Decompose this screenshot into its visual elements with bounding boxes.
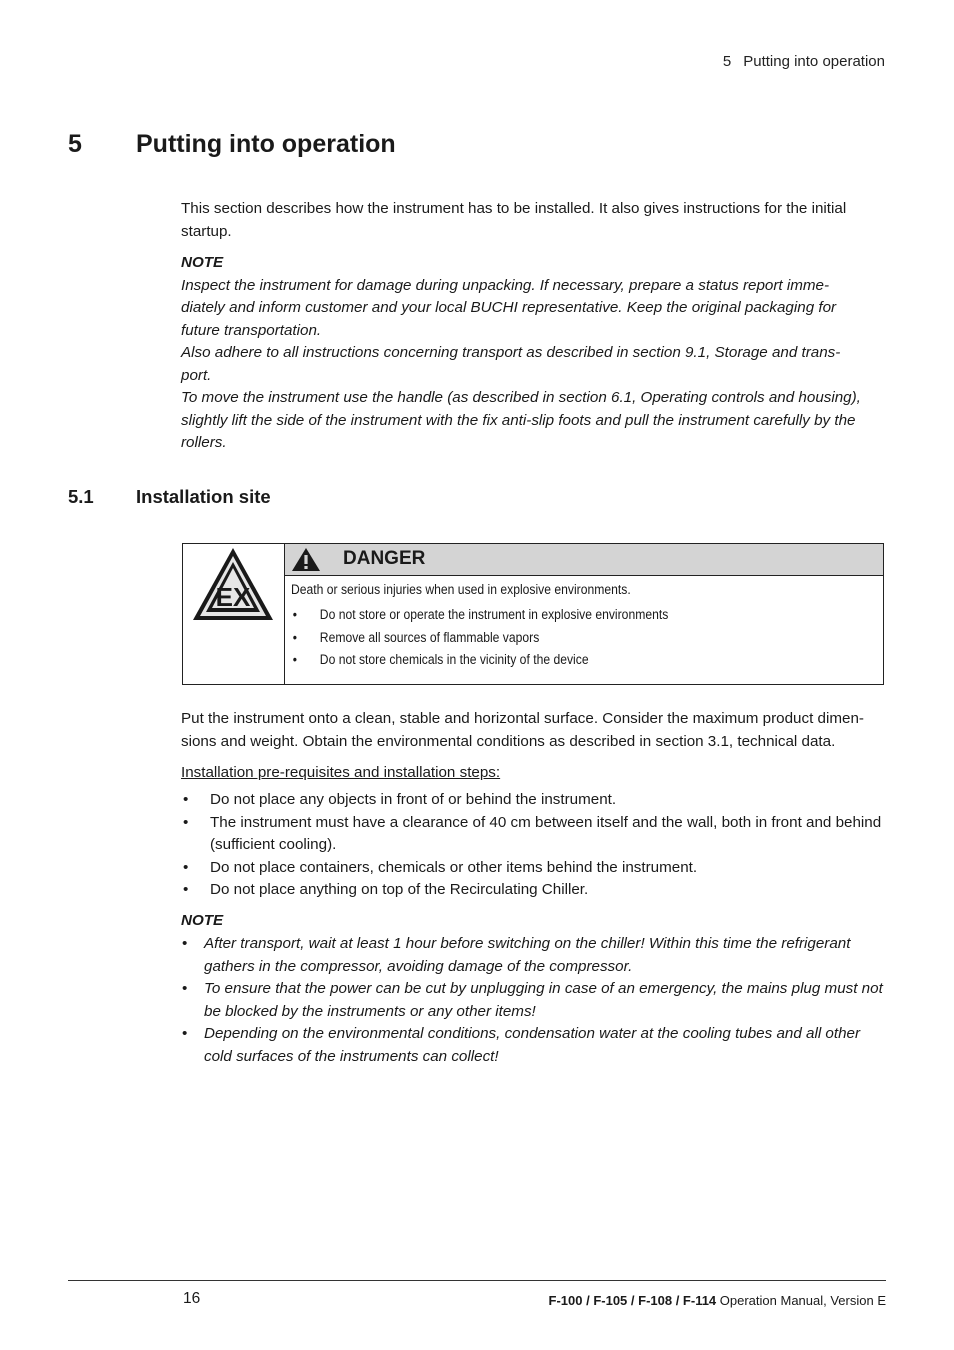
- note-list-item: • After transport, wait at least 1 hour before switching on the chiller! Within this time the refrigerant gathers in the compressor, avoiding damage of the compressor.: [181, 933, 891, 978]
- chapter-title: Putting into operation: [136, 130, 396, 158]
- ex-icon-text: EX: [215, 582, 251, 612]
- list-item: • Do not place anything on top of the Recirculating Chiller.: [181, 879, 887, 902]
- chapter-heading: [68, 130, 396, 159]
- section-title: Installation site: [136, 486, 271, 507]
- danger-title: DANGER: [343, 548, 426, 569]
- note-block-1: [181, 252, 887, 455]
- note-line: future transportation.: [181, 321, 322, 339]
- note-line: diately and inform customer and your local BUCHI representative. Keep the original packaging for: [181, 299, 837, 316]
- warning-icon: [291, 547, 321, 572]
- note-line: Inspect the instrument for damage during unpacking. If necessary, prepare a status report imme-: [181, 276, 830, 294]
- danger-icon-cell: [183, 544, 285, 684]
- installation-paragraph: [181, 708, 887, 753]
- prerequisites-label: Installation pre-requisites and installation steps:: [181, 764, 501, 781]
- explosive-atmosphere-icon: [191, 546, 275, 622]
- chapter-number: 5: [68, 130, 82, 158]
- note-line: slightly lift the side of the instrument with the fix anti-slip foots and pull the instrument carefully by the: [181, 411, 856, 429]
- section-number: 5.1: [68, 486, 94, 507]
- danger-list: [291, 604, 867, 672]
- footer-doc-title: [549, 1293, 886, 1308]
- note-list-item: • To ensure that the power can be cut by unplugging in case of an emergency, the mains plug must not be blocked by the instruments or any other items!: [181, 978, 891, 1023]
- danger-list-item: • Remove all sources of flammable vapors: [291, 627, 867, 650]
- intro-paragraph: This section describes how the instrument has to be installed. It also gives instructions for the initial startup.: [181, 200, 847, 240]
- note-line: port.: [181, 366, 212, 384]
- note-line: rollers.: [181, 434, 227, 451]
- page-number: 16: [183, 1290, 201, 1307]
- section-heading: [68, 486, 271, 508]
- list-item: • Do not place any objects in front of or behind the instrument.: [181, 789, 887, 812]
- danger-list-item: • Do not store chemicals in the vicinity of the device: [291, 649, 867, 672]
- list-item: • Do not place containers, chemicals or other items behind the instrument.: [181, 857, 887, 880]
- running-header-title: Putting into operation: [743, 53, 885, 70]
- installation-paragraph-line: Put the instrument onto a clean, stable and horizontal surface. Consider the maximum product dimen-: [181, 710, 864, 727]
- installation-paragraph-line: sions and weight. Obtain the environmental conditions as described in section 3.1, technical data.: [181, 732, 836, 750]
- danger-box: [182, 543, 884, 685]
- danger-header: [285, 544, 883, 576]
- danger-intro: Death or serious injuries when used in explosive environments.: [291, 582, 631, 597]
- note-line: To move the instrument use the handle (as described in section 6.1, Operating controls and housing),: [181, 389, 861, 406]
- danger-list-item: • Do not store or operate the instrument in explosive environments: [291, 604, 867, 627]
- footer-models: F-100 / F-105 / F-108 / F-114: [548, 1293, 717, 1308]
- note-label: NOTE: [181, 912, 224, 929]
- note-list-item: • Depending on the environmental conditions, condensation water at the cooling tubes and all other cold surfaces of the instruments can collect!: [181, 1023, 891, 1068]
- running-header-number: 5: [722, 53, 732, 70]
- note-label: NOTE: [181, 254, 224, 271]
- list-item: • The instrument must have a clearance of 40 cm between itself and the wall, both in front and behind (sufficient cooling).: [181, 812, 887, 857]
- note-line: Also adhere to all instructions concerning transport as described in section 9.1, Storage and trans-: [181, 344, 841, 361]
- danger-body: [291, 580, 867, 672]
- running-header: [723, 53, 885, 70]
- footer-doc-name: Operation Manual, Version E: [716, 1293, 886, 1308]
- installation-steps-list: [181, 789, 887, 902]
- note-list: [181, 933, 891, 1068]
- footer-divider: [68, 1280, 886, 1281]
